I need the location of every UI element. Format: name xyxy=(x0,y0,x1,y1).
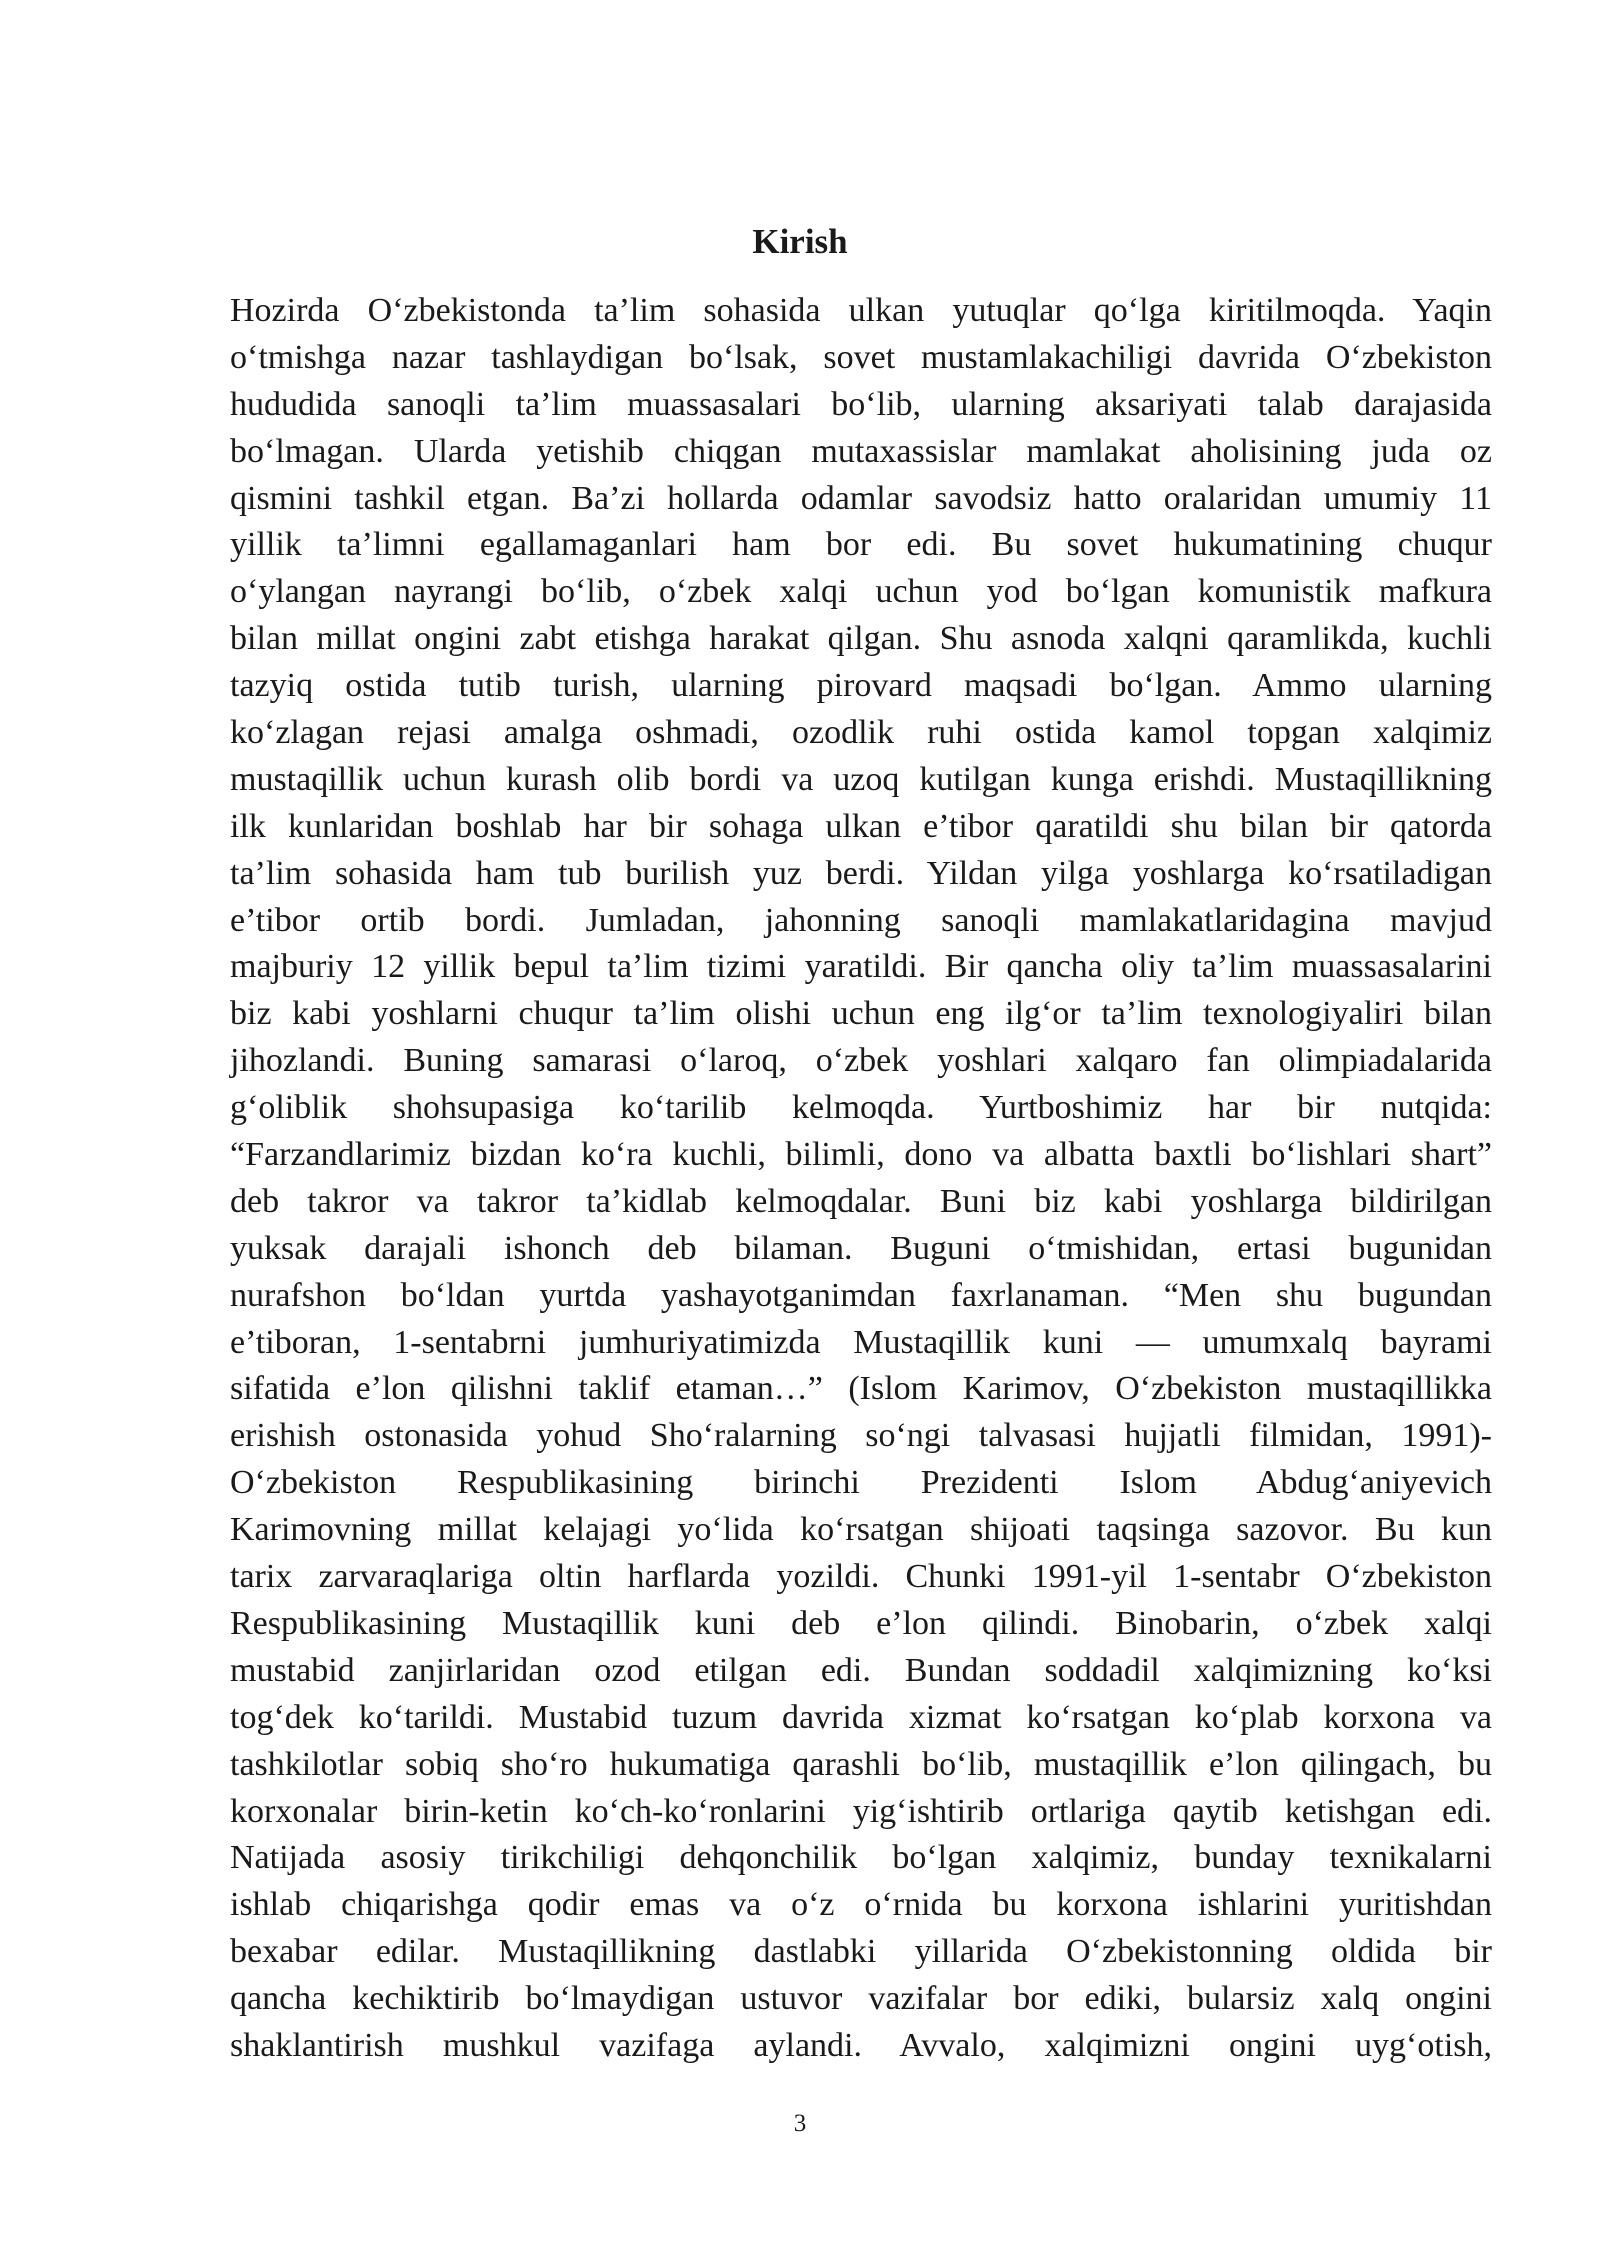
text-line: bexabar edilar. Mustaqillikning dastlabki yillarida O‘zbekistonning oldida bir xyxy=(230,1933,1492,1971)
text-line: yillik ta’limni egallamaganlari ham bor edi. Bu sovet hukumatining chuqur xyxy=(230,526,1492,564)
text-line: mustaqillik uchun kurash olib bordi va uzoq kutilgan kunga erishdi. Mustaqillikning xyxy=(230,760,1492,798)
text-line: yuksak darajali ishonch deb bilaman. Buguni o‘tmishidan, ertasi bugunidan xyxy=(230,1229,1492,1267)
text-line: tazyiq ostida tutib turish, ularning pirovard maqsadi bo‘lgan. Ammo ularning xyxy=(230,667,1492,705)
text-line: nurafshon bo‘ldan yurtda yashayotganimdan faxrlanaman. “Men shu bugundan xyxy=(230,1276,1492,1314)
text-line: e’tiboran, 1-sentabrni jumhuriyatimizda Mustaqillik kuni — umumxalq bayrami xyxy=(230,1323,1492,1361)
page-number: 3 xyxy=(793,2110,807,2137)
text-line: ta’lim sohasida ham tub burilish yuz berdi. Yildan yilga yoshlarga ko‘rsatiladigan xyxy=(230,854,1492,892)
text-line: jihozlandi. Buning samarasi o‘laroq, o‘zbek yoshlari xalqaro fan olimpiadalarida xyxy=(230,1042,1492,1080)
text-line: O‘zbekiston Respublikasining birinchi Prezidenti Islom Abdug‘aniyevich xyxy=(230,1464,1492,1502)
text-line: ko‘zlagan rejasi amalga oshmadi, ozodlik ruhi ostida kamol topgan xalqimiz xyxy=(230,714,1492,752)
text-line: bilan millat ongini zabt etishga harakat qilgan. Shu asnoda xalqni qaramlikda, kuchli xyxy=(230,620,1492,658)
text-line: qismini tashkil etgan. Ba’zi hollarda odamlar savodsiz hatto oralaridan umumiy 11 xyxy=(230,479,1492,517)
text-line: Respublikasining Mustaqillik kuni deb e’lon qilindi. Binobarin, o‘zbek xalqi xyxy=(230,1604,1492,1642)
text-line: shaklantirish mushkul vazifaga aylandi. Avvalo, xalqimizni ongini uyg‘otish, xyxy=(230,2026,1492,2064)
text-line: korxonalar birin-ketin ko‘ch-ko‘ronlarini yig‘ishtirib ortlariga qaytib ketishgan edi. xyxy=(230,1792,1492,1830)
text-line: o‘ylangan nayrangi bo‘lib, o‘zbek xalqi uchun yod bo‘lgan komunistik mafkura xyxy=(230,573,1492,611)
text-line: majburiy 12 yillik bepul ta’lim tizimi yaratildi. Bir qancha oliy ta’lim muassasalarini xyxy=(230,948,1492,986)
text-line: o‘tmishga nazar tashlaydigan bo‘lsak, sovet mustamlakachiligi davrida O‘zbekiston xyxy=(230,338,1492,376)
text-line: “Farzandlarimiz bizdan ko‘ra kuchli, bilimli, dono va albatta baxtli bo‘lishlari shart” xyxy=(230,1136,1492,1174)
text-line: tarix zarvaraqlariga oltin harflarda yozildi. Chunki 1991-yil 1-sentabr O‘zbekiston xyxy=(230,1558,1492,1596)
text-line: hududida sanoqli ta’lim muassasalari bo‘lib, ularning aksariyati talab darajasida xyxy=(230,385,1492,423)
text-line: biz kabi yoshlarni chuqur ta’lim olishi uchun eng ilg‘or ta’lim texnologiyaliri bilan xyxy=(230,995,1492,1033)
text-line: ishlab chiqarishga qodir emas va o‘z o‘rnida bu korxona ishlarini yuritishdan xyxy=(230,1886,1492,1924)
text-line: Karimovning millat kelajagi yo‘lida ko‘rsatgan shijoati taqsinga sazovor. Bu kun xyxy=(230,1511,1492,1549)
text-line: tashkilotlar sobiq sho‘ro hukumatiga qarashli bo‘lib, mustaqillik e’lon qilingach, bu xyxy=(230,1745,1492,1783)
text-line: tog‘dek ko‘tarildi. Mustabid tuzum davrida xizmat ko‘rsatgan ko‘plab korxona va xyxy=(230,1698,1492,1736)
text-line: deb takror va takror ta’kidlab kelmoqdalar. Buni biz kabi yoshlarga bildirilgan xyxy=(230,1182,1492,1220)
text-line: ilk kunlaridan boshlab har bir sohaga ulkan e’tibor qaratildi shu bilan bir qatorda xyxy=(230,807,1492,845)
page-title: Kirish xyxy=(752,222,848,261)
text-line: bo‘lmagan. Ularda yetishib chiqgan mutaxassislar mamlakat aholisining juda oz xyxy=(230,432,1492,470)
text-line: erishish ostonasida yohud Sho‘ralarning so‘ngi talvasasi hujjatli filmidan, 1991)- xyxy=(230,1417,1492,1455)
text-line: g‘oliblik shohsupasiga ko‘tarilib kelmoqda. Yurtboshimiz har bir nutqida: xyxy=(230,1089,1492,1127)
text-line: sifatida e’lon qilishni taklif etaman…” (Islom Karimov, O‘zbekiston mustaqillikka xyxy=(230,1370,1492,1408)
text-line: Natijada asosiy tirikchiligi dehqonchilik bo‘lgan xalqimiz, bunday texnikalarni xyxy=(230,1839,1492,1877)
text-line: e’tibor ortib bordi. Jumladan, jahonning sanoqli mamlakatlaridagina mavjud xyxy=(230,901,1492,939)
text-line: Hozirda O‘zbekistonda ta’lim sohasida ulkan yutuqlar qo‘lga kiritilmoqda. Yaqin xyxy=(230,292,1492,329)
body-paragraph xyxy=(230,288,1492,2070)
text-line: qancha kechiktirib bo‘lmaydigan ustuvor vazifalar bor ediki, bularsiz xalq ongini xyxy=(230,1980,1492,2018)
text-line: mustabid zanjirlaridan ozod etilgan edi. Bundan soddadil xalqimizning ko‘ksi xyxy=(230,1651,1492,1689)
